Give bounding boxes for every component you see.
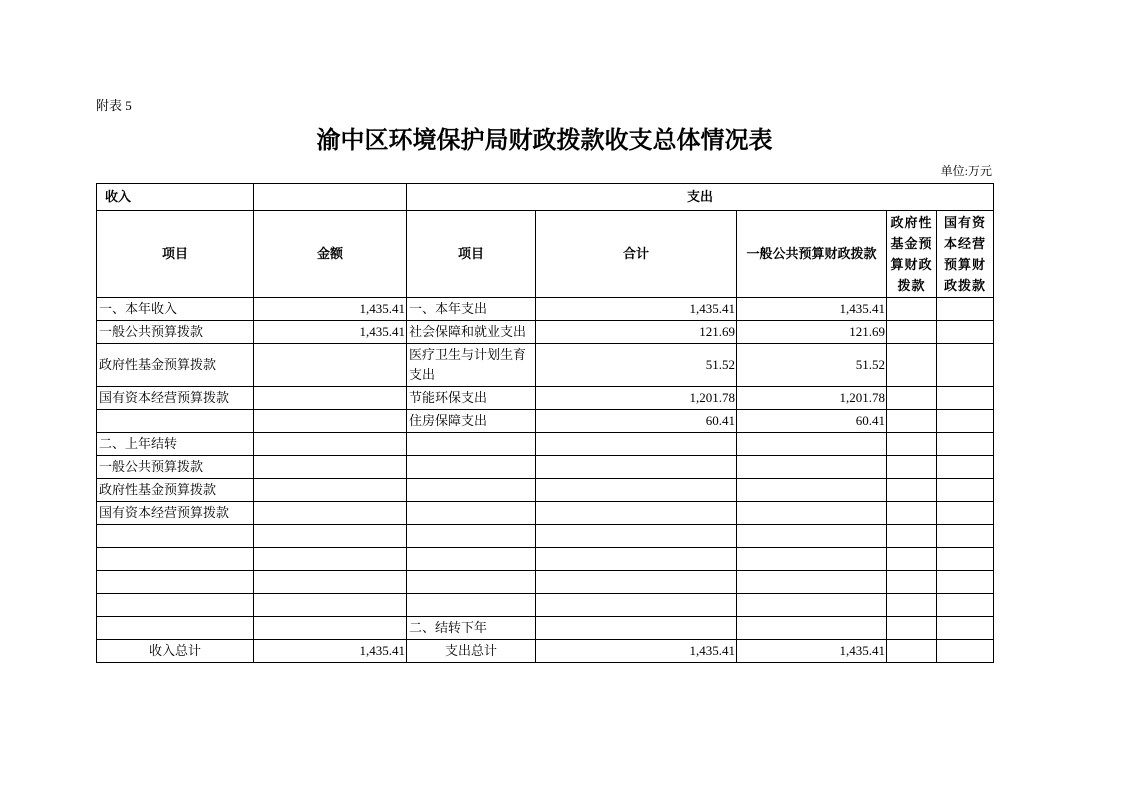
col-state-capital: 国有资本经营预算财政拨款 [937,211,994,298]
expense-total-cell [536,479,737,502]
expense-item-cell: 二、结转下年 [407,617,536,640]
expense-item-cell: 住房保障支出 [407,410,536,433]
income-item-cell: 政府性基金预算拨款 [97,344,254,387]
expense-total-cell: 51.52 [536,344,737,387]
expense-total-cell: 121.69 [536,321,737,344]
income-item-cell [97,571,254,594]
income-item-cell [97,548,254,571]
gov-fund-cell [887,548,937,571]
income-amount-cell [254,479,407,502]
state-capital-cell [937,433,994,456]
state-capital-cell [937,456,994,479]
income-item-cell: 国有资本经营预算拨款 [97,502,254,525]
expense-item-cell [407,525,536,548]
income-header: 收入 [97,184,254,211]
income-amount-cell [254,594,407,617]
state-capital-cell [937,548,994,571]
general-budget-cell [737,502,887,525]
income-amount-cell [254,571,407,594]
table-row [97,571,994,594]
gov-fund-cell [887,479,937,502]
table-row [97,456,994,479]
state-capital-cell [937,298,994,321]
expense-total-label: 支出总计 [407,640,536,663]
income-amount-cell: 1,435.41 [254,298,407,321]
gov-fund-cell [887,456,937,479]
header-row-columns [97,211,994,298]
expense-total-cell: 60.41 [536,410,737,433]
expense-total-cell [536,433,737,456]
expense-item-cell [407,456,536,479]
expense-item-cell [407,433,536,456]
income-item-cell [97,617,254,640]
general-budget-cell: 51.52 [737,344,887,387]
general-budget-cell [737,548,887,571]
expense-total-cell [536,525,737,548]
gov-fund-cell [887,594,937,617]
empty-header-cell [254,184,407,211]
fiscal-table [96,183,994,663]
col-income-amount: 金额 [254,211,407,298]
state-capital-cell [937,571,994,594]
income-total-label: 收入总计 [97,640,254,663]
income-amount-cell [254,548,407,571]
state-capital-cell [937,502,994,525]
expense-item-cell [407,571,536,594]
gov-fund-total [887,640,937,663]
income-item-cell: 一、本年收入 [97,298,254,321]
state-capital-cell [937,617,994,640]
general-budget-cell [737,571,887,594]
income-total-amount: 1,435.41 [254,640,407,663]
general-budget-cell: 60.41 [737,410,887,433]
state-capital-cell [937,525,994,548]
general-budget-cell [737,433,887,456]
table-row [97,433,994,456]
table-row [97,410,994,433]
state-capital-cell [937,594,994,617]
expense-item-cell [407,548,536,571]
income-amount-cell [254,410,407,433]
expense-total-cell [536,548,737,571]
income-item-cell [97,410,254,433]
state-capital-cell [937,344,994,387]
income-item-cell [97,594,254,617]
state-capital-cell [937,479,994,502]
state-capital-cell [937,321,994,344]
unit-label: 单位:万元 [940,164,992,178]
col-expense-total: 合计 [536,211,737,298]
header-row-group [97,184,994,211]
gov-fund-cell [887,321,937,344]
general-budget-cell: 121.69 [737,321,887,344]
state-capital-cell [937,387,994,410]
total-row [97,640,994,663]
gov-fund-cell [887,387,937,410]
income-item-cell: 国有资本经营预算拨款 [97,387,254,410]
gov-fund-cell [887,410,937,433]
expense-item-cell [407,502,536,525]
general-budget-cell: 1,435.41 [737,298,887,321]
income-amount-cell: 1,435.41 [254,321,407,344]
state-capital-cell [937,410,994,433]
table-row [97,548,994,571]
income-amount-cell [254,617,407,640]
expense-item-cell [407,479,536,502]
expense-total-cell [536,617,737,640]
expense-item-cell: 节能环保支出 [407,387,536,410]
appendix-label: 附表 5 [96,98,132,113]
income-item-cell [97,525,254,548]
general-budget-cell [737,456,887,479]
table-row [97,502,994,525]
income-amount-cell [254,433,407,456]
general-budget-cell [737,617,887,640]
table-row [97,344,994,387]
expense-item-cell: 一、本年支出 [407,298,536,321]
expense-header: 支出 [407,184,994,211]
table-row [97,298,994,321]
gov-fund-cell [887,617,937,640]
expense-total-cell: 1,201.78 [536,387,737,410]
income-amount-cell [254,525,407,548]
expense-item-cell [407,594,536,617]
income-amount-cell [254,344,407,387]
col-expense-item: 项目 [407,211,536,298]
expense-item-cell: 医疗卫生与计划生育支出 [407,344,536,387]
table-row [97,594,994,617]
expense-total-cell [536,571,737,594]
state-capital-total [937,640,994,663]
general-budget-cell [737,594,887,617]
expense-total-cell: 1,435.41 [536,298,737,321]
gov-fund-cell [887,525,937,548]
table-row [97,617,994,640]
general-budget-total: 1,435.41 [737,640,887,663]
general-budget-cell: 1,201.78 [737,387,887,410]
expense-total-amount: 1,435.41 [536,640,737,663]
general-budget-cell [737,525,887,548]
table-row [97,321,994,344]
gov-fund-cell [887,502,937,525]
income-item-cell: 二、上年结转 [97,433,254,456]
col-gov-fund: 政府性基金预算财政拨款 [887,211,937,298]
expense-total-cell [536,594,737,617]
gov-fund-cell [887,433,937,456]
income-amount-cell [254,456,407,479]
table-row [97,387,994,410]
income-amount-cell [254,502,407,525]
expense-total-cell [536,456,737,479]
col-general-budget: 一般公共预算财政拨款 [737,211,887,298]
expense-total-cell [536,502,737,525]
income-item-cell: 政府性基金预算拨款 [97,479,254,502]
table-row [97,479,994,502]
gov-fund-cell [887,571,937,594]
general-budget-cell [737,479,887,502]
col-income-item: 项目 [97,211,254,298]
income-amount-cell [254,387,407,410]
table-row [97,525,994,548]
gov-fund-cell [887,344,937,387]
page-title: 渝中区环境保护局财政拨款收支总体情况表 [316,127,773,154]
income-item-cell: 一般公共预算拨款 [97,321,254,344]
expense-item-cell: 社会保障和就业支出 [407,321,536,344]
gov-fund-cell [887,298,937,321]
income-item-cell: 一般公共预算拨款 [97,456,254,479]
